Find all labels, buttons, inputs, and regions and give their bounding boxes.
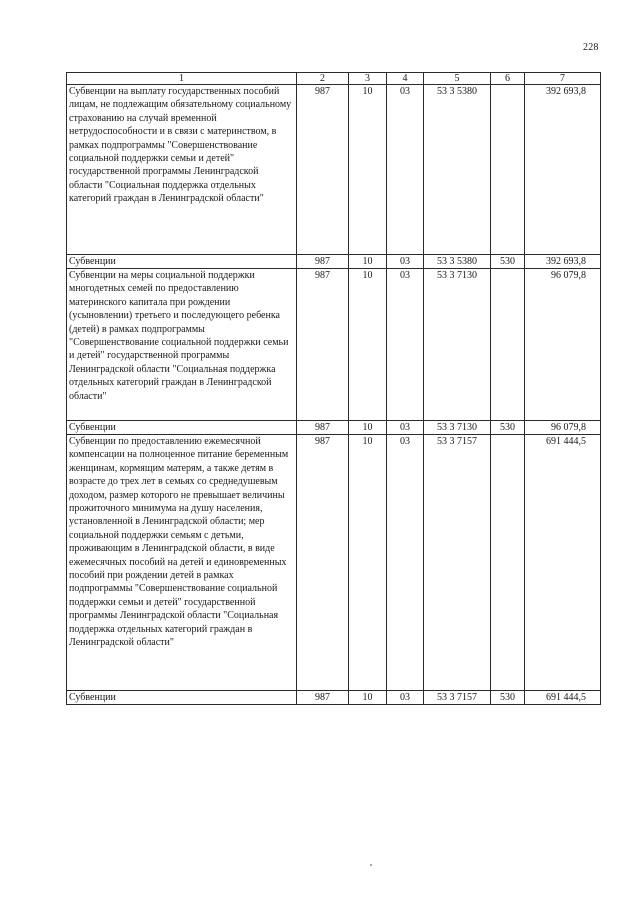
table-header-row xyxy=(67,73,601,85)
expense-type-code xyxy=(491,435,525,691)
amount: 691 444,5 xyxy=(525,691,601,705)
expense-type-code: 530 xyxy=(491,255,525,269)
subsection-code: 03 xyxy=(387,435,424,691)
amount: 96 079,8 xyxy=(525,421,601,435)
row-description: Субвенции по предоставлению ежемесячной компенсации на полноценное питание беременным женщинам, кормящим матерям, а также детям в возрасте до трех лет в семьях со среднедушевым доходом, размер которого не превышает величины прожиточного минимума на душу населения, установленной в Ленинградской области; мер социальной поддержки семьям с детьми, проживающим в Ленинградской области, в виде ежемесячных пособий на детей и единовременных пособий при рождении детей в рамках подпрограммы "Совершенствование социальной поддержки семьи и детей" государственной программы Ленинградской области "Социальная поддержка отдельных категорий граждан в Ленинградской области" xyxy=(67,435,297,691)
ministry-code: 987 xyxy=(297,691,349,705)
section-code: 10 xyxy=(349,269,387,421)
amount: 392 693,8 xyxy=(525,255,601,269)
row-description: Субвенции на выплату государственных пособий лицам, не подлежащим обязательному социальному страхованию на случай временной нетрудоспособности и в связи с материнством, в рамках подпрограммы "Совершенствование социальной поддержки семьи и детей" государственной программы Ленинградской области "Социальная поддержка отдельных категорий граждан в Ленинградской области" xyxy=(67,85,297,255)
ministry-code: 987 xyxy=(297,255,349,269)
expense-type-code xyxy=(491,269,525,421)
amount: 392 693,8 xyxy=(525,85,601,255)
budget-table xyxy=(66,72,601,705)
expense-type-code xyxy=(491,85,525,255)
column-header: 3 xyxy=(349,73,387,85)
scan-speck xyxy=(370,864,372,866)
section-code: 10 xyxy=(349,435,387,691)
ministry-code: 987 xyxy=(297,421,349,435)
target-code: 53 3 7157 xyxy=(424,435,491,691)
subsection-code: 03 xyxy=(387,269,424,421)
column-header: 5 xyxy=(424,73,491,85)
target-code: 53 3 7157 xyxy=(424,691,491,705)
expense-type-code: 530 xyxy=(491,691,525,705)
target-code: 53 3 5380 xyxy=(424,85,491,255)
section-code: 10 xyxy=(349,255,387,269)
ministry-code: 987 xyxy=(297,269,349,421)
row-description: Субвенции xyxy=(67,691,297,705)
row-description: Субвенции xyxy=(67,255,297,269)
column-header: 4 xyxy=(387,73,424,85)
column-header: 2 xyxy=(297,73,349,85)
amount: 96 079,8 xyxy=(525,269,601,421)
expense-type-code: 530 xyxy=(491,421,525,435)
column-header: 7 xyxy=(525,73,601,85)
subsection-code: 03 xyxy=(387,255,424,269)
ministry-code: 987 xyxy=(297,85,349,255)
subsection-code: 03 xyxy=(387,85,424,255)
table-row xyxy=(67,435,601,691)
table-row xyxy=(67,421,601,435)
subsection-code: 03 xyxy=(387,421,424,435)
table-row xyxy=(67,691,601,705)
table-row xyxy=(67,269,601,421)
amount: 691 444,5 xyxy=(525,435,601,691)
target-code: 53 3 7130 xyxy=(424,421,491,435)
row-description: Субвенции xyxy=(67,421,297,435)
ministry-code: 987 xyxy=(297,435,349,691)
column-header: 6 xyxy=(491,73,525,85)
table-row xyxy=(67,255,601,269)
table-row xyxy=(67,85,601,255)
target-code: 53 3 5380 xyxy=(424,255,491,269)
page-number: 228 xyxy=(583,42,599,53)
section-code: 10 xyxy=(349,421,387,435)
section-code: 10 xyxy=(349,691,387,705)
section-code: 10 xyxy=(349,85,387,255)
subsection-code: 03 xyxy=(387,691,424,705)
target-code: 53 3 7130 xyxy=(424,269,491,421)
column-header: 1 xyxy=(67,73,297,85)
row-description: Субвенции на меры социальной поддержки многодетных семей по предоставлению материнского капитала при рождении (усыновлении) третьего и последующего ребенка (детей) в рамках подпрограммы "Совершенствование социальной поддержки семьи и детей" государственной программы Ленинградской области "Социальная поддержка отдельных категорий граждан в Ленинградской области" xyxy=(67,269,297,421)
